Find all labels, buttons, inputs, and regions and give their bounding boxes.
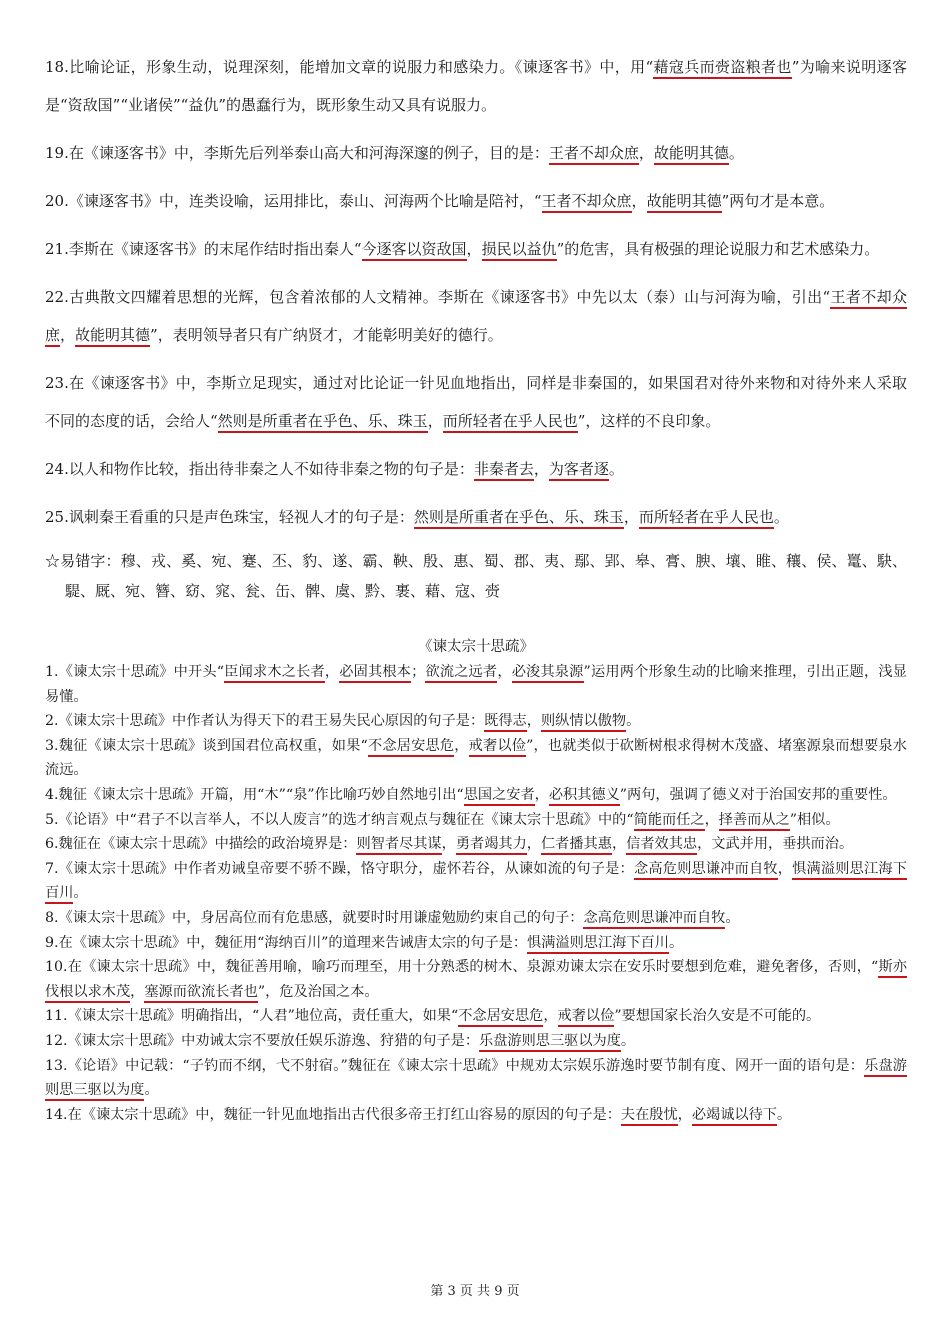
question-item: [45, 182, 907, 220]
answer-underline: 必固其根本: [339, 664, 411, 683]
question-item: [45, 1103, 907, 1128]
answer-underline: 藉寇兵而赍盗粮者也: [653, 58, 792, 79]
question-text: ；: [411, 664, 426, 680]
question-text: 。: [608, 460, 624, 478]
question-text: 。: [73, 885, 88, 902]
question-text: 。: [668, 934, 684, 951]
question-text: 5.《论语》中“君子不以言举人，不以人废言”的选才纳言观点与魏征在《谏太宗十思疏》中的“: [45, 811, 634, 828]
question-text: 20.《谏逐客书》中，连类设喻，运用排比，泰山、河海两个比喻是陪衬，“: [45, 192, 542, 210]
question-text: ，: [611, 836, 627, 853]
answer-underline: 勇者竭其力: [456, 836, 527, 855]
page-footer: 第 3 页 共 9 页: [430, 1284, 520, 1299]
answer-underline: 而所轻者在乎人民也: [443, 412, 578, 433]
question-item: [45, 1029, 907, 1054]
question-text: 12.《谏太宗十思疏》中劝诫太宗不要放任娱乐游逸、狩猎的句子是：: [45, 1032, 480, 1049]
question-item: [45, 278, 907, 354]
question-text: 。: [777, 1106, 792, 1123]
question-item: [45, 955, 907, 1004]
question-text: ，: [631, 192, 647, 210]
question-text: ，: [534, 786, 549, 803]
question-text: ，: [638, 144, 654, 162]
answer-underline: 今逐客以资敌国: [362, 240, 467, 261]
question-text: ，: [130, 983, 145, 1000]
question-item: [45, 1054, 907, 1103]
question-text: 25.讽刺秦王看重的只是声色珠宝，轻视人才的句子是：: [45, 508, 414, 526]
question-text: ，: [454, 737, 469, 754]
question-text: 。: [144, 1082, 159, 1099]
question-text: ，: [526, 713, 541, 730]
answer-underline: 戒奢以俭: [558, 1008, 615, 1027]
answer-underline: 故能明其德: [75, 326, 150, 347]
question-text: 10.在《谏太宗十思疏》中，魏征善用喻，喻巧而理至，用十分熟悉的树木、泉源劝谏太宗在安乐时要想到危难，避免奢侈，否则，“: [45, 959, 879, 976]
section-jiantaizong: [45, 660, 907, 1127]
question-text: ，: [533, 460, 549, 478]
answer-underline: 念高危则思谦冲而自牧: [634, 861, 778, 880]
answer-underline: 故能明其德: [654, 144, 729, 165]
answer-underline: 损民以益仇: [482, 240, 557, 261]
question-text: 7.《谏太宗十思疏》中作者劝诫皇帝要不骄不躁，恪守职分，虚怀若谷，从谏如流的句子是：: [45, 860, 634, 877]
question-text: 。: [728, 144, 744, 162]
answer-underline: 然则是所重者在乎色、乐、珠玉: [414, 508, 624, 529]
question-text: ，: [427, 412, 443, 430]
question-text: ，: [704, 811, 719, 828]
answer-underline: 不念居安思危: [368, 738, 454, 757]
answer-underline: 不念居安思危: [458, 1008, 543, 1027]
question-text: 11.《谏太宗十思疏》明确指出，“人君”地位高，责任重大，如果“: [45, 1008, 459, 1025]
answer-underline: 仁者播其惠: [541, 836, 612, 855]
question-text: ”要想国家长治久安是不可能的。: [614, 1008, 821, 1025]
answer-underline: 为客者逐: [549, 460, 609, 481]
question-item: [45, 709, 907, 734]
question-text: ”两句才是本意。: [721, 192, 835, 210]
answer-underline: 思国之安者: [464, 787, 535, 806]
question-text: 。: [626, 713, 641, 730]
question-text: ”，危及治国之本。: [257, 983, 379, 1000]
question-text: ”相似。: [789, 811, 840, 828]
question-text: 。: [725, 909, 740, 926]
answer-underline: 简能而任之: [634, 812, 705, 831]
question-item: [45, 48, 907, 124]
question-item: [45, 1004, 907, 1029]
answer-underline: 臣闻求木之长者: [224, 664, 325, 683]
answer-underline: 则智者尽其谋: [356, 836, 441, 855]
question-text: ，: [543, 1008, 558, 1025]
question-text: ”运用两个形象生动的比喻来推理，引出正题，浅显易懂。: [45, 664, 907, 705]
question-item: [45, 450, 907, 488]
question-text: 。: [620, 1032, 636, 1049]
answer-underline: 斯亦伐根以求木茂: [45, 959, 907, 1003]
question-item: [45, 134, 907, 172]
question-text: ，: [677, 1106, 692, 1123]
question-text: ，: [466, 240, 482, 258]
question-text: 14.在《谏太宗十思疏》中，魏征一针见血地指出古代很多帝王打红山容易的原因的句子是：: [45, 1106, 621, 1123]
question-item: [45, 931, 907, 956]
question-text: ”，也就类似于砍断树根求得树木茂盛、堵塞源泉而想要泉水流远。: [45, 737, 907, 779]
answer-underline: 乐盘游则思三驱以为度: [45, 1058, 907, 1102]
question-item: [45, 783, 907, 808]
question-text: 1.《谏太宗十思疏》中开头“: [45, 664, 225, 680]
answer-underline: 王者不却众庶: [45, 288, 907, 347]
misspelled-characters: ☆易错字：穆、戎、奚、宛、蹇、丕、豹、遂、霸、鞅、殷、惠、蜀、郡、夷、鄢、郢、皋、膏、腴、壤、睢、穰、侯、鼍、駃、騠、厩、宛、簪、窈、窕、瓮、缶、髀、虞、黔、裹、藉、寇、赍: [45, 552, 907, 600]
question-text: ，: [526, 836, 541, 853]
answer-underline: 欲流之远者: [425, 664, 497, 683]
question-item: [45, 832, 907, 857]
question-text: ，: [441, 836, 456, 853]
question-text: ，: [623, 508, 639, 526]
question-text: 8.《谏太宗十思疏》中，身居高位而有危患感，就要时时用谦虚勉励约束自己的句子：: [45, 909, 584, 926]
answer-underline: 非秦者去: [474, 460, 534, 481]
answer-underline: 王者不却众庶: [549, 144, 639, 165]
question-text: 。: [773, 508, 789, 526]
question-item: [45, 734, 907, 783]
answer-underline: 夫在殷忧: [621, 1107, 678, 1126]
question-text: 19.在《谏逐客书》中，李斯先后列举泰山高大和河海深邃的例子，目的是：: [45, 144, 549, 162]
answer-underline: 故能明其德: [647, 192, 722, 213]
question-text: 13.《论语》中记载：“子钓而不纲，弋不射宿。”魏征在《谏太宗十思疏》中规劝太宗娱乐游逸时要节制有度、网开一面的语句是：: [45, 1057, 865, 1074]
question-text: ”，这样的不良印象。: [577, 412, 721, 430]
question-text: 6.魏征在《谏太宗十思疏》中描绘的政治境界是：: [45, 836, 357, 853]
question-text: ，: [60, 326, 76, 344]
answer-underline: 必浚其泉源: [512, 664, 584, 683]
question-item: [45, 230, 907, 268]
section-jianzhukeshu: [45, 48, 907, 536]
question-item: [45, 906, 907, 931]
question-text: 3.魏征《谏太宗十思疏》谈到国君位高权重，如果“: [45, 737, 368, 754]
answer-underline: 信者效其忠: [626, 836, 697, 855]
question-text: ”两句，强调了德义对于治国安邦的重要性。: [619, 786, 897, 803]
question-text: ”，表明领导者只有广纳贤才，才能彰明美好的德行。: [150, 326, 503, 344]
question-item: [45, 808, 907, 833]
question-text: ，: [777, 860, 793, 877]
answer-underline: 念高危则思谦冲而自牧: [583, 910, 725, 929]
question-text: ，: [324, 664, 340, 680]
question-item: [45, 498, 907, 536]
document-page: [45, 48, 907, 1127]
answer-underline: 戒奢以俭: [469, 738, 527, 757]
question-text: 22.古典散文四耀着思想的光辉，包含着浓郁的人文精神。李斯在《谏逐客书》中先以太（泰）山与河海为喻，引出“: [45, 288, 831, 306]
answer-underline: 王者不却众庶: [542, 192, 632, 213]
question-text: 18.比喻论证，形象生动，说理深刻，能增加文章的说服力和感染力。《谏逐客书》中，用“: [45, 58, 654, 76]
question-item: [45, 364, 907, 440]
question-text: 21.李斯在《谏逐客书》的末尾作结时指出秦人“: [45, 240, 362, 258]
question-item: [45, 660, 907, 709]
answer-underline: 惧满溢则思江海下百川: [527, 935, 669, 954]
answer-underline: 则纵情以傲物: [541, 713, 626, 732]
question-text: 24.以人和物作比较，指出待非秦之人不如待非秦之物的句子是：: [45, 460, 474, 478]
question-item: [45, 857, 907, 906]
answer-underline: 然则是所重者在乎色、乐、珠玉: [218, 412, 428, 433]
question-text: ，: [497, 664, 512, 680]
question-text: 9.在《谏太宗十思疏》中，魏征用“海纳百川”的道理来告诫唐太宗的句子是：: [45, 934, 528, 951]
answer-underline: 必竭诚以待下: [692, 1107, 777, 1126]
answer-underline: 择善而从之: [719, 812, 790, 831]
question-text: ，文武并用，垂拱而治。: [697, 836, 854, 853]
answer-underline: 必积其德义: [549, 787, 620, 806]
question-text: ”为喻来说明逐客是“资敌国”“业诸侯”“益仇”的愚蠢行为，既形象生动又具有说服力。: [45, 58, 907, 114]
answer-underline: 乐盘游则思三驱以为度: [479, 1033, 621, 1052]
answer-underline: 而所轻者在乎人民也: [639, 508, 774, 529]
question-text: 4.魏征《谏太宗十思疏》开篇，用“木”“泉”作比喻巧妙自然地引出“: [45, 786, 464, 803]
answer-underline: 塞源而欲流长者也: [144, 984, 258, 1003]
answer-underline: 惧满溢则思江海下百川: [45, 861, 907, 905]
question-text: 2.《谏太宗十思疏》中作者认为得天下的君王易失民心原因的句子是：: [45, 713, 485, 730]
question-text: 23.在《谏逐客书》中，李斯立足现实，通过对比论证一针见血地指出，同样是非秦国的，如果国君对待外来物和对待外来人采取不同的态度的话，会给人“: [45, 374, 907, 430]
section-title: 《谏太宗十思疏》: [418, 639, 534, 655]
answer-underline: 既得志: [484, 713, 527, 732]
question-text: ”的危害，具有极强的理论说服力和艺术感染力。: [556, 240, 880, 258]
